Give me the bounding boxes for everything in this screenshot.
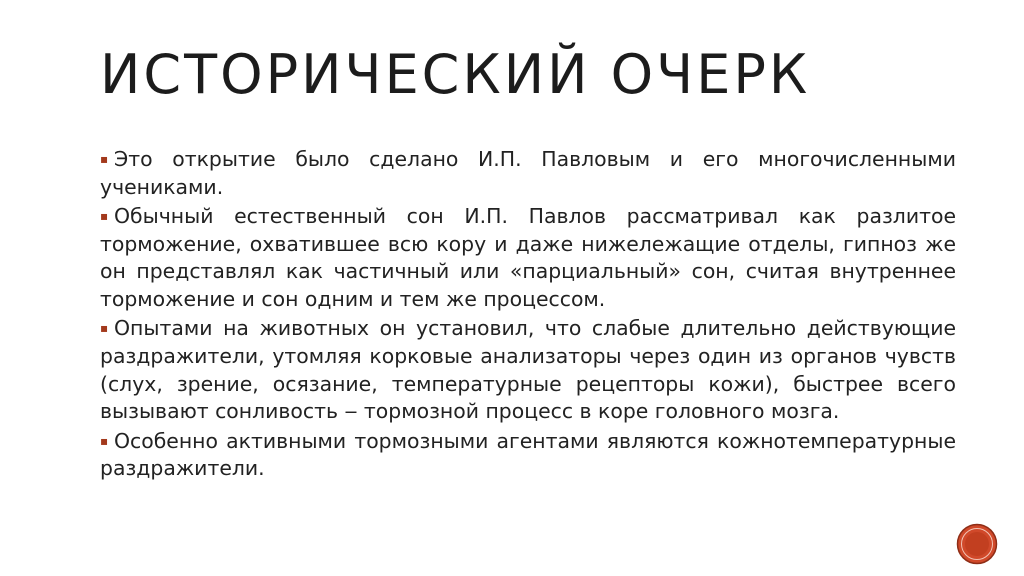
list-item-text: Обычный естественный сон И.П. Павлов рассматривал как разлитое торможение, охватившее всю кору и даже нижележащие отделы, гипноз же он представлял как частичный или «парциальный» сон, считая внутреннее торможение и сон одним и тем же процессом. [100,203,956,312]
bullet-icon: ▪ [100,208,109,223]
circle-badge-icon [956,523,998,565]
list-item [100,203,956,314]
list-item-text: Особенно активными тормозными агентами являются кожнотемпературные раздражители. [100,428,956,481]
bullet-icon: ▪ [100,433,109,448]
list-item [100,315,956,426]
slide-title: ИСТОРИЧЕСКИЙ ОЧЕРК [100,43,811,106]
list-item-text: Это открытие было сделано И.П. Павловым и его многочисленными учениками. [100,147,956,199]
list-item [100,146,956,201]
bullet-icon: ▪ [100,321,109,336]
list-item [100,428,956,483]
bullet-list [100,146,956,484]
bullet-icon: ▪ [100,152,109,166]
list-item-text: Опытами на животных он установил, что слабые длительно действующие раздражители, утомляя корковые анализаторы через один из органов чувств (слух, зрение, осязание, температурные рецепторы кожи), быстрее всего вызывают сонливость ‒ тормозной процесс в коре головного мозга. [100,316,956,424]
